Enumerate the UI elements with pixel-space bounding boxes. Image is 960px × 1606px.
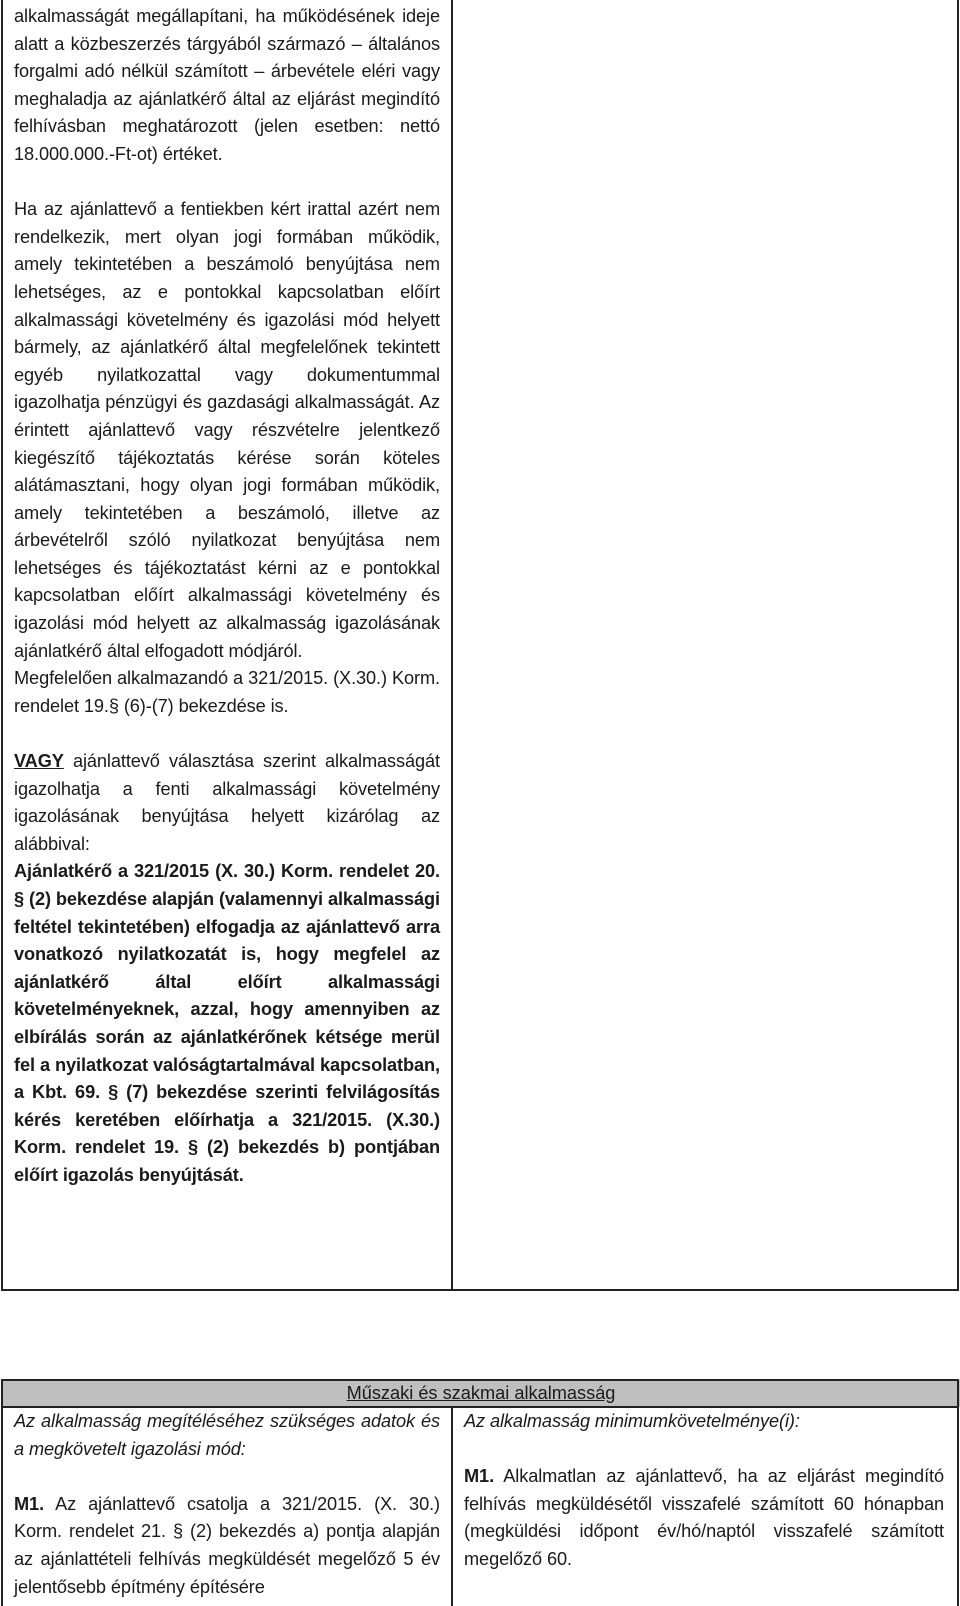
- vagy-label: VAGY: [14, 751, 64, 772]
- paragraph-alternative-proof: Ha az ajánlattevő a fentiekben kért irattal azért nem rendelkezik, mert olyan jogi formában működik, amely tekintetében a beszámoló benyújtása nem lehetséges, az e pontokkal kapcsolatban előírt alkalmassági követelmény és igazolási mód helyett bármely, az ajánlatkérő által megfelelőnek tekintett egyéb nyilatkozattal vagy dokumentummal igazolhatja pénzügyi és gazdasági alkalmasságát. Az érintett ajánlattevő vagy részvételre jelentkező kiegészítő tájékoztatás kérése során köteles alátámasztani, hogy olyan jogi formában működik, amely tekintetében a beszámoló, illetve az árbevételről szóló nyilatkozat benyújtása nem lehetséges és tájékoztatást kérni az e pontokkal kapcsolatban előírt alkalmassági követelmény és igazolási mód helyett az alkalmasság igazolásának ajánlatkérő által elfogadott módjáról.: [14, 199, 440, 661]
- m1-label-left: M1.: [14, 1493, 45, 1514]
- m1-proof-paragraph: [14, 1491, 440, 1601]
- upper-table-middle-border: [451, 0, 453, 1290]
- upper-table-right-border: [957, 0, 959, 1290]
- lower-table-middle-border: [451, 1407, 453, 1606]
- m1-text-left: Az ajánlattevő csatolja a 321/2015. (X. 30.) Korm. rendelet 21. § (2) bekezdés a) pontja alapján az ajánlattételi felhívás megküldését megelőző 5 év jelentősebb építmény építésére: [14, 1493, 440, 1597]
- paragraph-applicable-rule: Megfelelően alkalmazandó a 321/2015. (X.30.) Korm. rendelet 19.§ (6)-(7) bekezdése is.: [14, 668, 440, 716]
- vagy-text: ajánlattevő választása szerint alkalmasságát igazolhatja a fenti alkalmassági követelmény igazolásának benyújtása helyett kizárólag az alábbival:: [14, 751, 440, 854]
- paragraph-or-choice: [14, 748, 440, 858]
- required-data-heading: Az alkalmasság megítéléséhez szükséges adatok és a megkövetelt igazolási mód:: [14, 1411, 440, 1459]
- lower-table-top-border: [1, 1379, 959, 1381]
- upper-left-cell: [14, 3, 440, 1190]
- lower-table-left-border: [1, 1379, 3, 1606]
- lower-right-cell: [464, 1408, 944, 1574]
- minimum-requirement-heading: Az alkalmasság minimumkövetelménye(i):: [464, 1411, 800, 1431]
- lower-table-right-border: [957, 1379, 959, 1606]
- m1-text-right: Alkalmatlan az ajánlattevő, ha az eljárást megindító felhívás megküldésétől visszafelé számított 60 hónapban (megküldési időpont év/hó/naptól visszafelé számított megelőző 60.: [464, 1466, 944, 1569]
- upper-table-bottom-border: [1, 1289, 959, 1291]
- m1-label-right: M1.: [464, 1466, 495, 1487]
- lower-left-cell: [14, 1408, 440, 1601]
- paragraph-declaration: Ajánlatkérő a 321/2015 (X. 30.) Korm. rendelet 20. § (2) bekezdése alapján (valamennyi alkalmassági feltétel tekintetében) elfogadja az ajánlattevő arra vonatkozó nyilatkozatát is, hogy megfelel az ajánlatkérő által előírt alkalmassági követelményeknek, azzal, hogy amennyiben az elbírálás során az ajánlatkérőnek kétsége merül fel a nyilatkozat valóságtartalmával kapcsolatban, a Kbt. 69. § (7) bekezdése szerinti felvilágosítás kérés keretében előírhatja a 321/2015. (X.30.) Korm. rendelet 19. § (2) bekezdés b) pontjában előírt igazolás benyújtását.: [14, 861, 440, 1185]
- upper-table-left-border: [1, 0, 3, 1290]
- section-header-title: Műszaki és szakmai alkalmasság: [346, 1383, 616, 1403]
- m1-requirement-paragraph: [464, 1463, 944, 1573]
- paragraph-annual-revenue: alkalmasságát megállapítani, ha működésének ideje alatt a közbeszerzés tárgyából származó – általános forgalmi adó nélkül számított – árbevétele eléri vagy meghaladja az ajánlatkérő által az eljárást megindító felhívásban meghatározott (jelen esetben: nettó 18.000.000.-Ft-ot) értéket.: [14, 6, 440, 164]
